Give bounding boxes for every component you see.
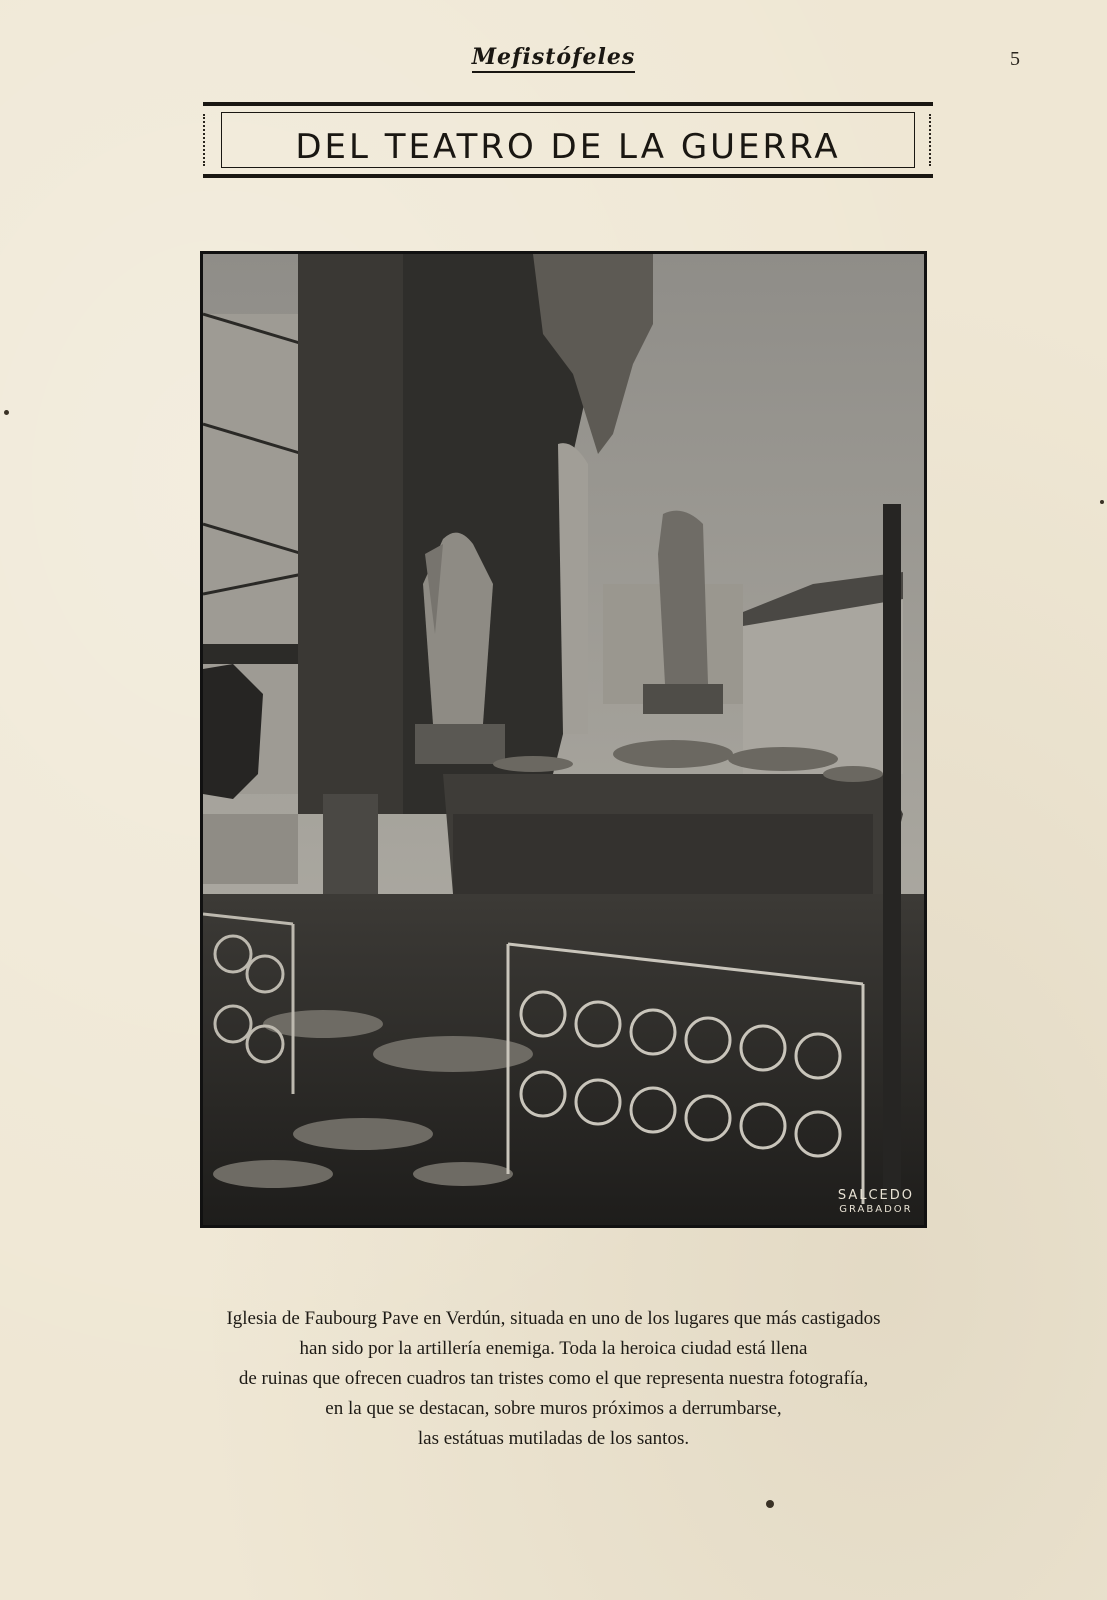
headline-inner-border: [221, 112, 915, 168]
caption-line: Iglesia de Faubourg Pave en Verdún, situada en uno de los lugares que más castigados: [226, 1308, 881, 1329]
ink-spot: [766, 1500, 774, 1508]
magazine-title: Mefistófeles: [0, 44, 1107, 70]
caption-line: de ruinas que ofrecen cuadros tan tristes como el que representa nuestra fotografía,: [238, 1368, 869, 1389]
caption-line: las estátuas mutiladas de los santos.: [417, 1428, 690, 1449]
headline-frame: [203, 102, 933, 178]
caption-line: en la que se destacan, sobre muros próximos a derrumbarse,: [325, 1398, 782, 1419]
credit-line-1: SALCEDO: [837, 1188, 914, 1203]
page-header: [0, 40, 1107, 80]
photo-illustration: [203, 254, 924, 1225]
caption-line: han sido por la artillería enemiga. Toda la heroica ciudad está llena: [299, 1338, 808, 1359]
ink-spot: [4, 410, 9, 415]
section-headline: DEL TEATRO DE LA GUERRA: [295, 127, 841, 167]
photo-caption: [110, 1304, 997, 1454]
page-number: 5: [1010, 48, 1020, 70]
engraver-credit: [838, 1189, 914, 1217]
war-ruins-photograph: [200, 251, 927, 1228]
credit-line-2: GRABADOR: [839, 1204, 913, 1215]
ink-spot: [1100, 500, 1104, 504]
